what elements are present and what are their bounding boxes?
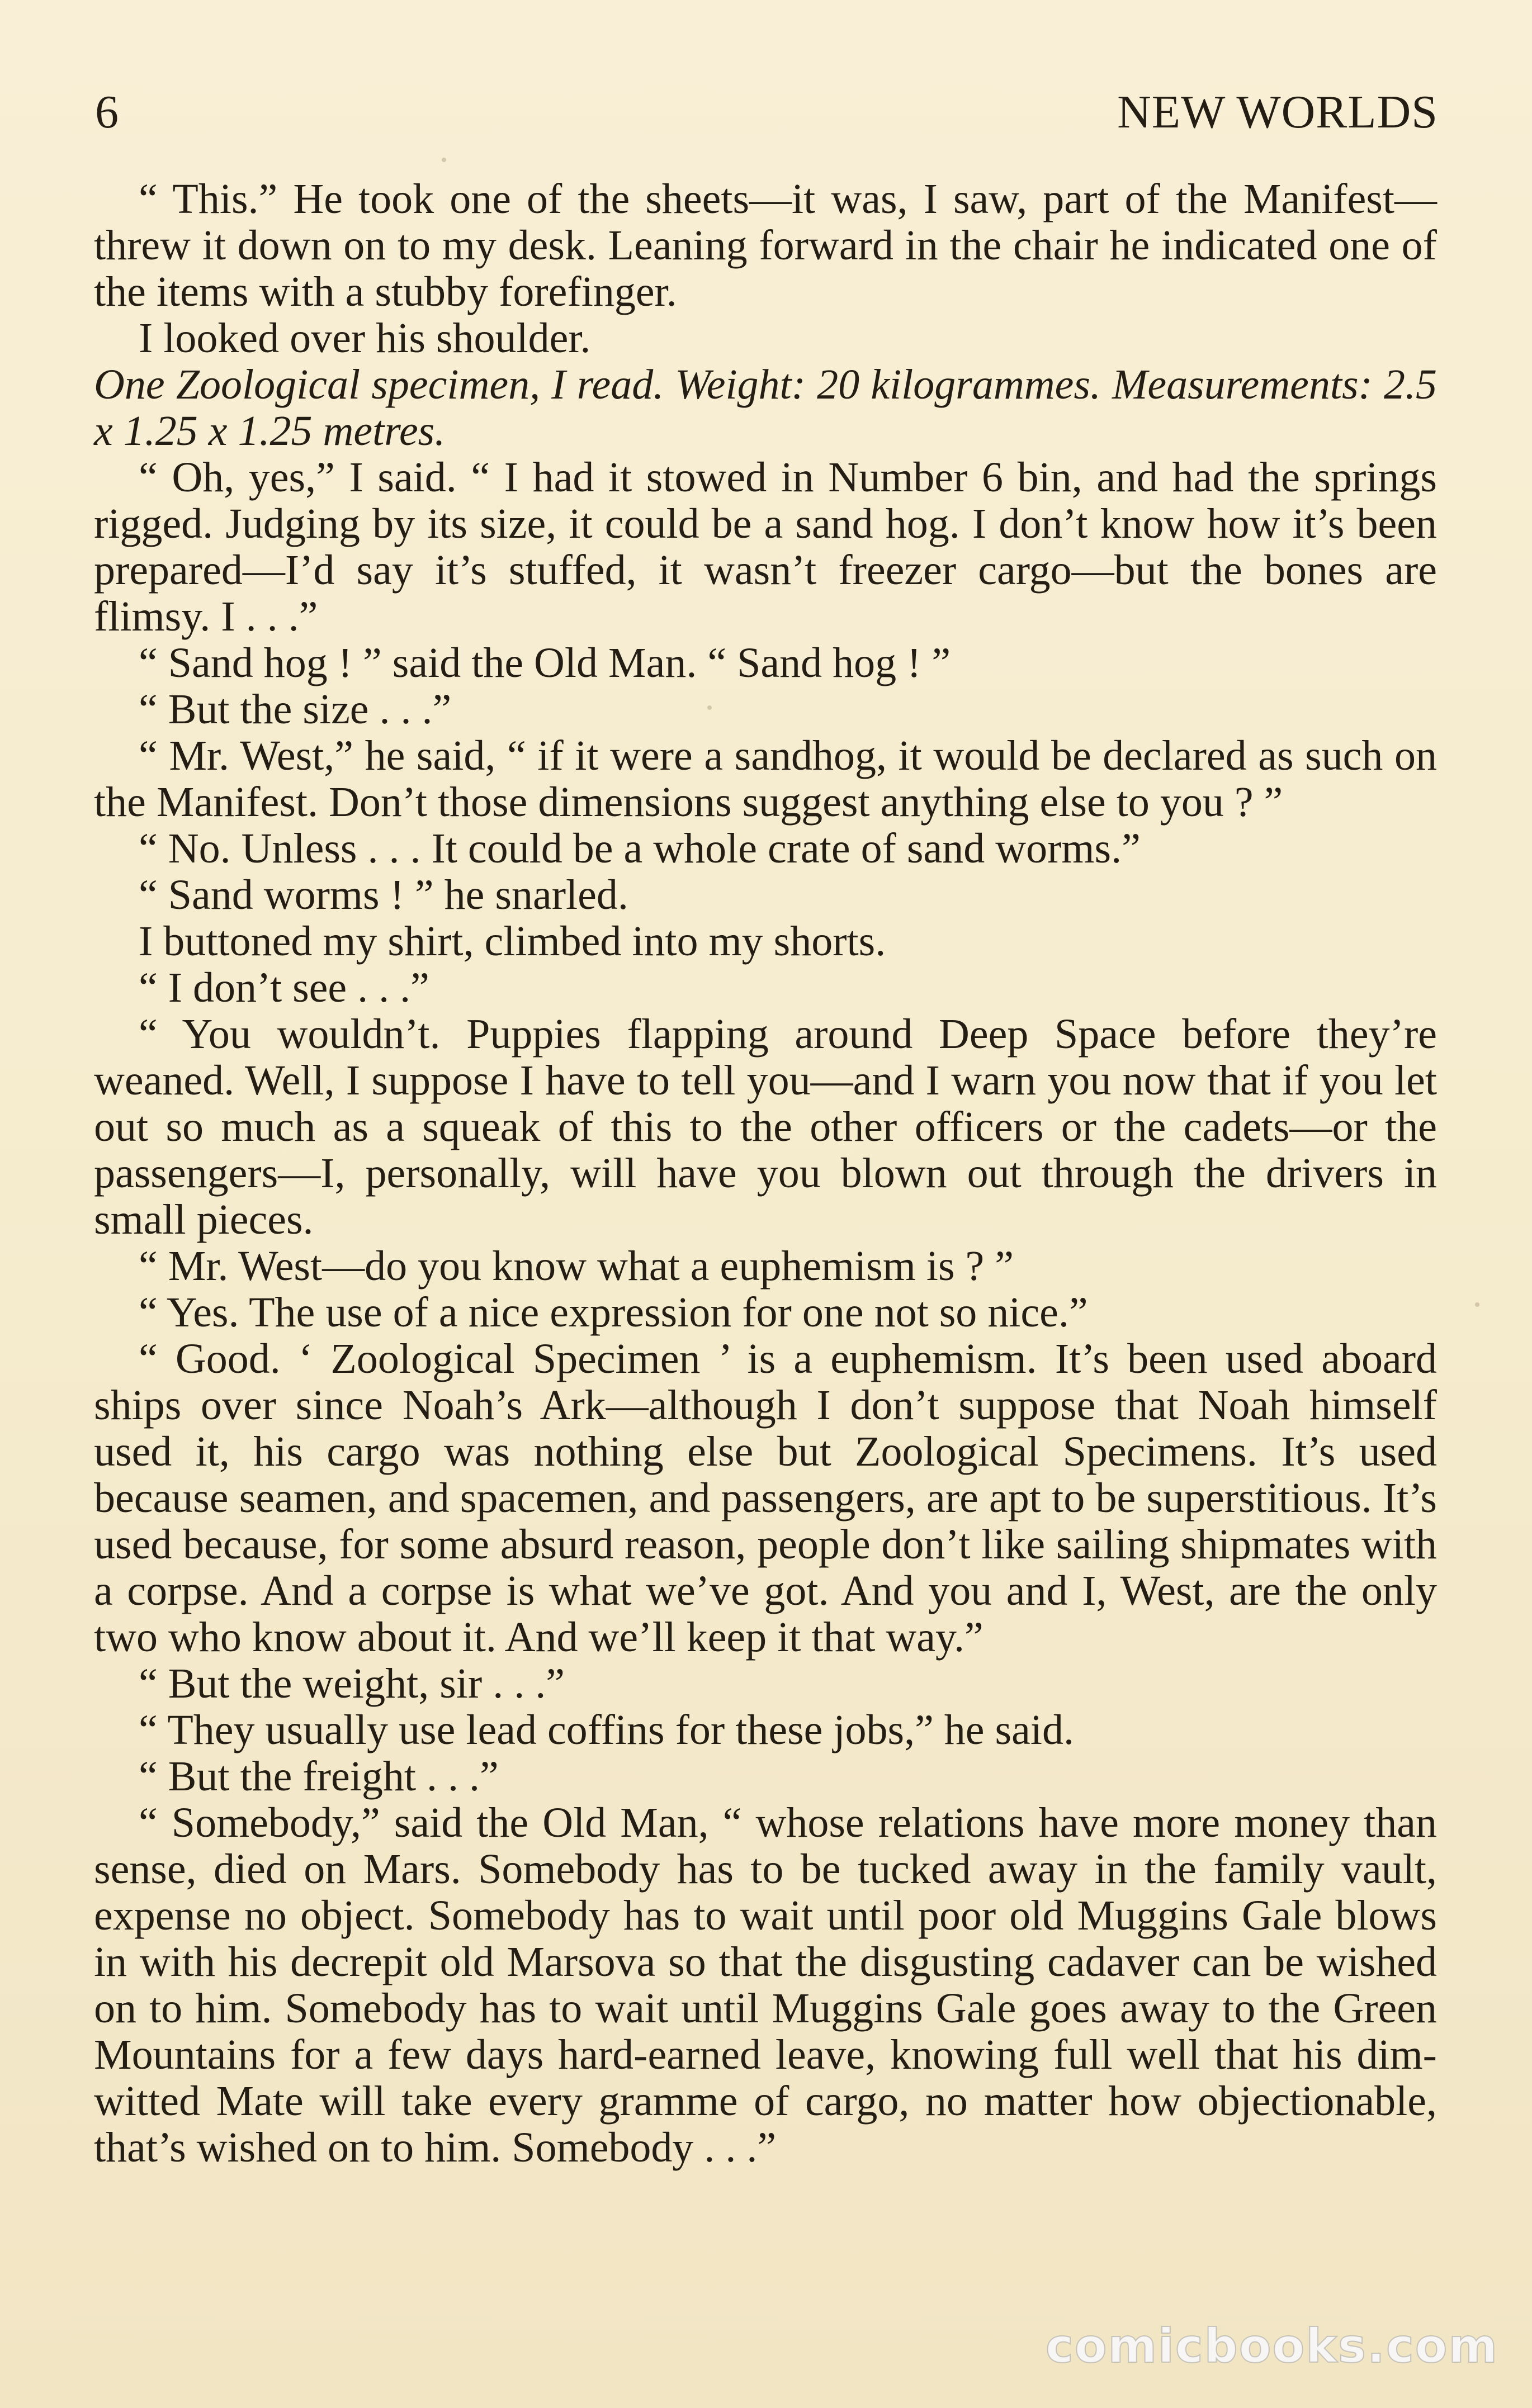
paragraph: “ I don’t see . . .” bbox=[139, 964, 429, 1011]
paragraph: One Zoological specimen, I read. Weight: 20 kilogrammes. Measurements: 2.5 x 1.25 x 1.25 metres. bbox=[94, 361, 1437, 454]
paragraph: “ No. Unless . . . It could be a whole crate of sand worms.” bbox=[139, 825, 1141, 872]
paragraph: “ They usually use lead coffins for these jobs,” he said. bbox=[139, 1707, 1074, 1753]
paper-speck bbox=[442, 158, 446, 162]
paragraph: “ Mr. West—do you know what a euphemism is ? ” bbox=[139, 1243, 1014, 1290]
paragraph: “ You wouldn’t. Puppies flapping around Deep Space before they’re weaned. Well, I suppose I have to tell you—and I warn you now that if you let out so much as a squeak of this to the other officers or the cadets—or the passengers—I, personally, will have you blown out through the drivers in small pieces. bbox=[94, 1011, 1437, 1243]
paragraph: I buttoned my shirt, climbed into my shorts. bbox=[139, 918, 886, 965]
page-number: 6 bbox=[95, 86, 119, 138]
paragraph: “ Somebody,” said the Old Man, “ whose relations have more money than sense, died on Mars. Somebody has to be tucked away in the family vault, expense no object. Somebody has to wait until poor old Muggins Gale blows in with his decrepit old Marsova so that the disgusting cadaver can be wished on to him. Somebody has to wait until Muggins Gale goes away to the Green Mountains for a few days hard-earned leave, knowing full well that his dim-witted Mate will take every gramme of cargo, no matter how objectionable, that’s wished on to him. Somebody . . .” bbox=[94, 1799, 1437, 2171]
paragraph: I looked over his shoulder. bbox=[139, 315, 591, 362]
paragraph: “ Yes. The use of a nice expression for one not so nice.” bbox=[139, 1289, 1088, 1336]
paragraph: “ Oh, yes,” I said. “ I had it stowed in Number 6 bin, and had the springs rigged. Judging by its size, it could be a sand hog. I don’t know how it’s been prepared—I’d say it’s stuffed, it wasn’t freezer cargo—but the bones are flimsy. I . . .” bbox=[94, 454, 1437, 640]
paragraph: “ Mr. West,” he said, “ if it were a sandhog, it would be declared as such on the Manifest. Don’t those dimensions suggest anything else to you ? ” bbox=[94, 732, 1437, 826]
running-title: NEW WORLDS bbox=[1117, 86, 1438, 138]
page-header bbox=[95, 78, 1438, 145]
paper-speck bbox=[707, 705, 712, 710]
paragraph: “ This.” He took one of the sheets—it was, I saw, part of the Manifest—threw it down on to my desk. Leaning forward in the chair he indicated one of the items with a stubby forefinger. bbox=[94, 176, 1437, 315]
paragraph: “ But the size . . .” bbox=[139, 686, 452, 733]
body-text bbox=[94, 176, 1437, 2171]
paragraph: “ But the weight, sir . . .” bbox=[139, 1660, 565, 1707]
paper-speck bbox=[1475, 1302, 1479, 1307]
paragraph: “ Sand hog ! ” said the Old Man. “ Sand hog ! ” bbox=[139, 639, 951, 686]
paragraph: “ But the freight . . .” bbox=[139, 1753, 499, 1800]
watermark: comicbooks.com bbox=[1046, 2319, 1498, 2373]
paragraph: “ Good. ‘ Zoological Specimen ’ is a euphemism. It’s been used aboard ships over since Noah’s Ark—although I don’t suppose that Noah himself used it, his cargo was nothing else but Zoological Specimens. It’s used because seamen, and spacemen, and passengers, are apt to be superstitious. It’s used because, for some absurd reason, people don’t like sailing shipmates with a corpse. And a corpse is what we’ve got. And you and I, West, are the only two who know about it. And we’ll keep it that way.” bbox=[94, 1335, 1437, 1661]
paragraph: “ Sand worms ! ” he snarled. bbox=[139, 871, 628, 918]
